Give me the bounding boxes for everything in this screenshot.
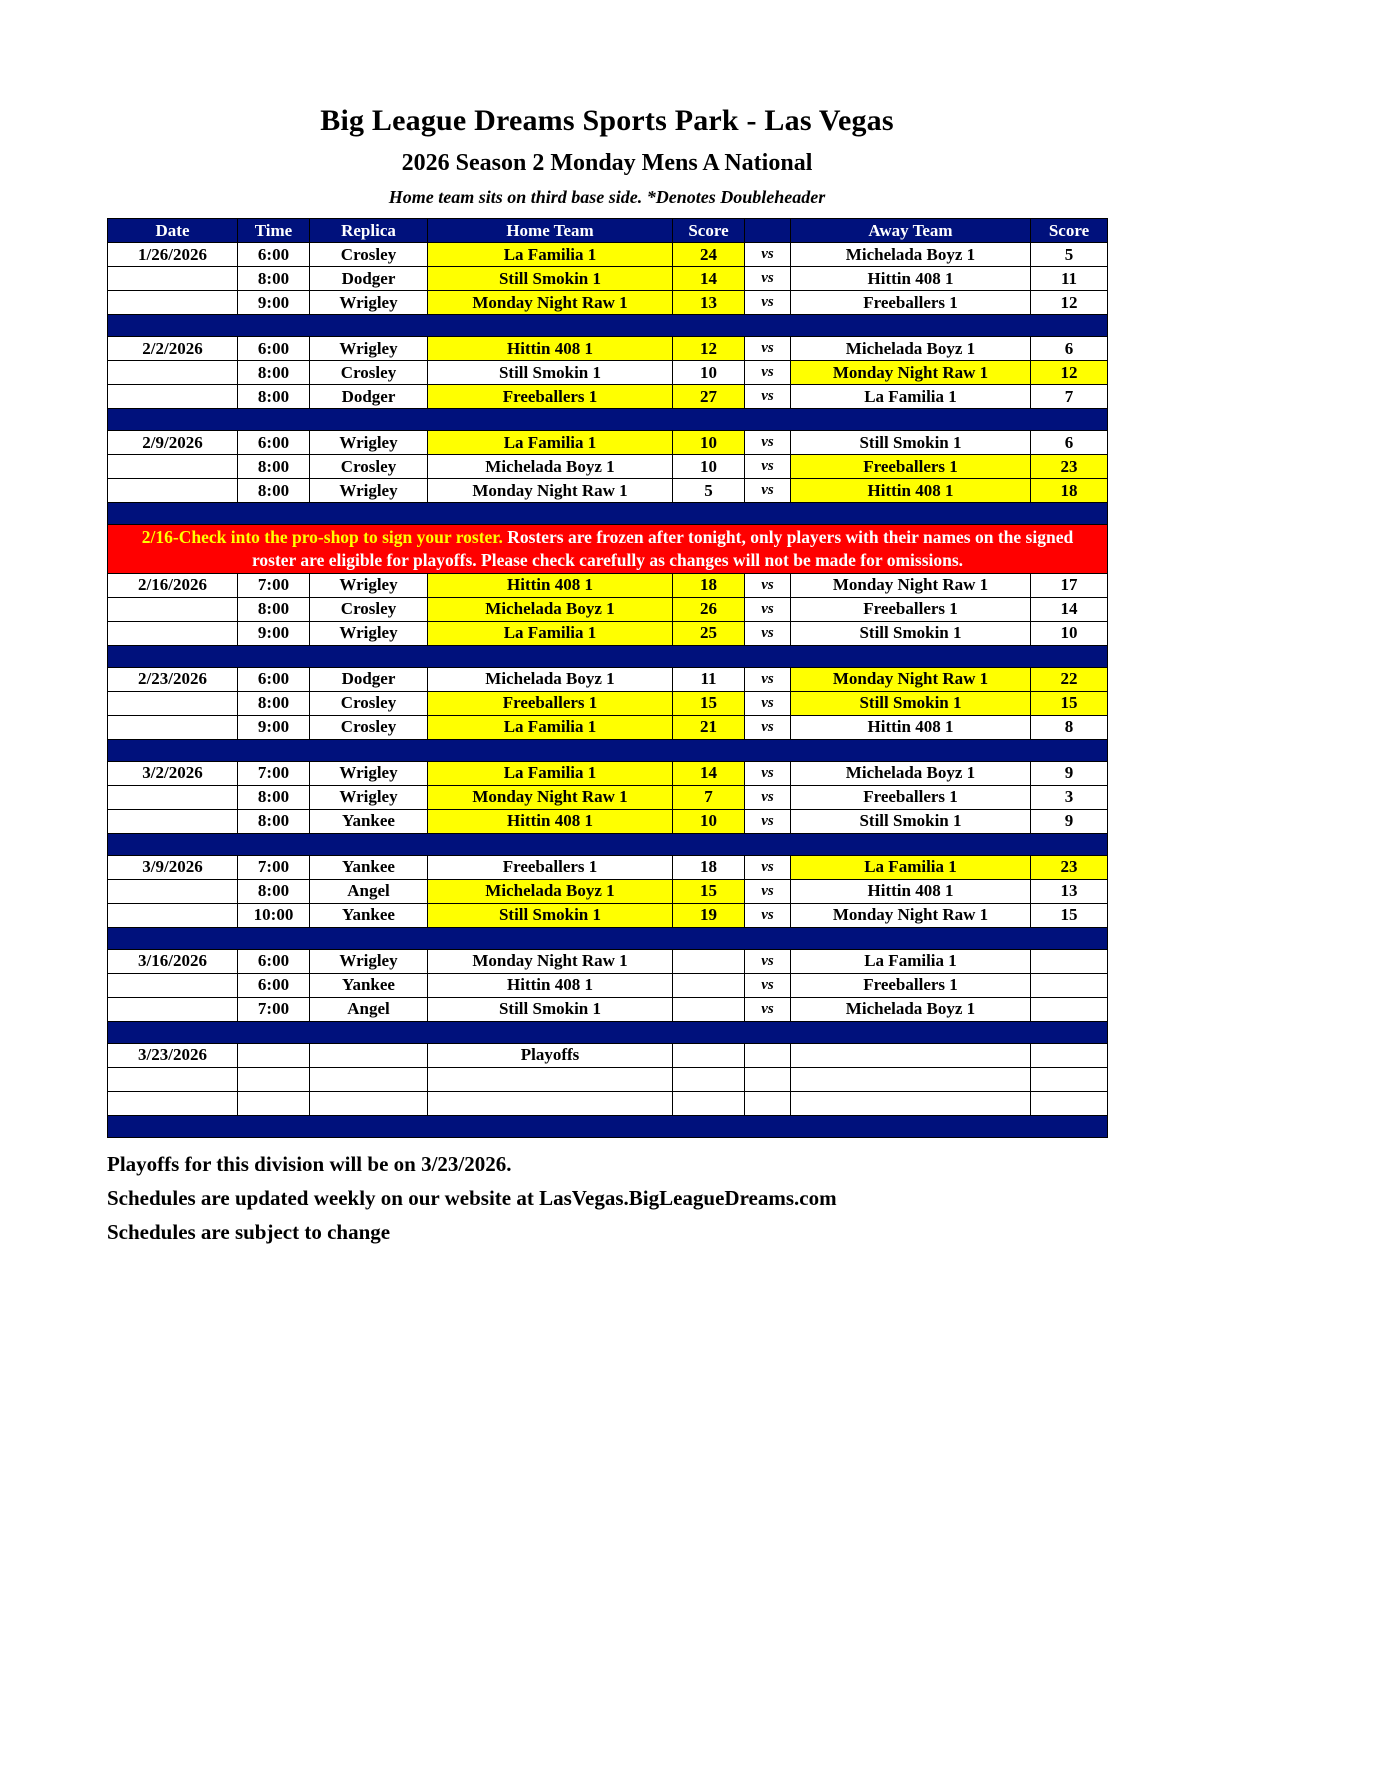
away-score-cell: 10 <box>1031 621 1108 645</box>
time-cell: 9:00 <box>238 291 310 315</box>
home-team-cell: Michelada Boyz 1 <box>428 455 673 479</box>
section-separator-row <box>108 1021 1108 1043</box>
away-score-cell: 3 <box>1031 785 1108 809</box>
vs-cell: vs <box>745 855 791 879</box>
game-row <box>108 667 1108 691</box>
section-separator-row <box>108 645 1108 667</box>
header-date: Date <box>108 219 238 243</box>
replica-cell: Wrigley <box>310 431 428 455</box>
footer-playoffs-note: Playoffs for this division will be on 3/23/2026. <box>107 1151 512 1176</box>
away-team-cell: Monday Night Raw 1 <box>791 573 1031 597</box>
time-cell: 7:00 <box>238 855 310 879</box>
away-team-cell: La Familia 1 <box>791 855 1031 879</box>
game-row <box>108 715 1108 739</box>
vs-cell: vs <box>745 479 791 503</box>
header-time: Time <box>238 219 310 243</box>
time-cell: 8:00 <box>238 267 310 291</box>
header-away-team: Away Team <box>791 219 1031 243</box>
home-team-cell: Hittin 408 1 <box>428 973 673 997</box>
header-replica: Replica <box>310 219 428 243</box>
home-team-cell: Freeballers 1 <box>428 691 673 715</box>
away-score-cell: 15 <box>1031 903 1108 927</box>
away-score-cell: 22 <box>1031 667 1108 691</box>
replica-cell: Yankee <box>310 809 428 833</box>
home-team-cell: Monday Night Raw 1 <box>428 949 673 973</box>
away-score-cell: 6 <box>1031 337 1108 361</box>
footer-notes <box>107 1152 1107 1245</box>
away-team-cell: Freeballers 1 <box>791 455 1031 479</box>
away-score-cell: 12 <box>1031 361 1108 385</box>
vs-cell: vs <box>745 621 791 645</box>
away-team-cell: Freeballers 1 <box>791 973 1031 997</box>
home-score-cell: 7 <box>673 785 745 809</box>
home-team-cell: La Familia 1 <box>428 715 673 739</box>
date-cell <box>108 973 238 997</box>
section-separator-row <box>108 927 1108 949</box>
home-team-cell: La Familia 1 <box>428 621 673 645</box>
away-team-cell: Freeballers 1 <box>791 597 1031 621</box>
vs-cell: vs <box>745 879 791 903</box>
away-score-cell: 18 <box>1031 479 1108 503</box>
away-score-cell: 11 <box>1031 267 1108 291</box>
away-score-cell: 7 <box>1031 385 1108 409</box>
away-team-cell: Michelada Boyz 1 <box>791 997 1031 1021</box>
home-team-cell: La Familia 1 <box>428 431 673 455</box>
date-cell: 3/9/2026 <box>108 855 238 879</box>
away-team-cell: Monday Night Raw 1 <box>791 361 1031 385</box>
away-score-cell: 23 <box>1031 455 1108 479</box>
vs-cell: vs <box>745 337 791 361</box>
away-team-cell: Hittin 408 1 <box>791 267 1031 291</box>
replica-cell: Yankee <box>310 973 428 997</box>
home-score-cell: 10 <box>673 809 745 833</box>
away-team-cell: Hittin 408 1 <box>791 715 1031 739</box>
separator-band <box>108 833 1108 855</box>
away-score-cell: 6 <box>1031 431 1108 455</box>
away-team-cell: Still Smokin 1 <box>791 809 1031 833</box>
home-score-cell <box>673 1043 745 1067</box>
home-team-cell <box>428 1067 673 1091</box>
game-row <box>108 879 1108 903</box>
time-cell: 8:00 <box>238 455 310 479</box>
game-row <box>108 785 1108 809</box>
away-score-cell <box>1031 949 1108 973</box>
home-score-cell: 10 <box>673 361 745 385</box>
game-row <box>108 431 1108 455</box>
home-score-cell: 27 <box>673 385 745 409</box>
vs-cell: vs <box>745 997 791 1021</box>
date-cell: 2/23/2026 <box>108 667 238 691</box>
replica-cell <box>310 1043 428 1067</box>
replica-cell <box>310 1067 428 1091</box>
replica-cell: Dodger <box>310 667 428 691</box>
game-row <box>108 243 1108 267</box>
home-team-cell: Freeballers 1 <box>428 855 673 879</box>
replica-cell: Crosley <box>310 691 428 715</box>
replica-cell: Wrigley <box>310 479 428 503</box>
away-team-cell: Freeballers 1 <box>791 291 1031 315</box>
section-separator-row <box>108 503 1108 525</box>
date-cell <box>108 1091 238 1115</box>
date-cell: 3/23/2026 <box>108 1043 238 1067</box>
away-team-cell: Michelada Boyz 1 <box>791 337 1031 361</box>
time-cell: 8:00 <box>238 597 310 621</box>
time-cell: 8:00 <box>238 785 310 809</box>
replica-cell: Yankee <box>310 903 428 927</box>
game-row <box>108 973 1108 997</box>
away-score-cell <box>1031 1091 1108 1115</box>
time-cell: 7:00 <box>238 573 310 597</box>
away-team-cell: La Familia 1 <box>791 385 1031 409</box>
away-score-cell: 23 <box>1031 855 1108 879</box>
vs-cell: vs <box>745 667 791 691</box>
away-team-cell <box>791 1091 1031 1115</box>
game-row <box>108 597 1108 621</box>
header-home-score: Score <box>673 219 745 243</box>
vs-cell: vs <box>745 691 791 715</box>
date-cell <box>108 785 238 809</box>
vs-cell: vs <box>745 761 791 785</box>
replica-cell: Yankee <box>310 855 428 879</box>
date-cell <box>108 903 238 927</box>
away-team-cell: Still Smokin 1 <box>791 691 1031 715</box>
date-cell <box>108 597 238 621</box>
away-score-cell <box>1031 973 1108 997</box>
vs-cell: vs <box>745 597 791 621</box>
away-score-cell <box>1031 1067 1108 1091</box>
date-cell: 2/16/2026 <box>108 573 238 597</box>
home-score-cell <box>673 997 745 1021</box>
away-team-cell: Hittin 408 1 <box>791 479 1031 503</box>
home-team-cell: Monday Night Raw 1 <box>428 785 673 809</box>
away-team-cell: Freeballers 1 <box>791 785 1031 809</box>
home-score-cell: 13 <box>673 291 745 315</box>
vs-cell: vs <box>745 385 791 409</box>
date-cell <box>108 621 238 645</box>
home-team-note: Home team sits on third base side. *Denotes Doubleheader <box>388 187 826 207</box>
home-score-cell: 25 <box>673 621 745 645</box>
away-team-cell: Monday Night Raw 1 <box>791 667 1031 691</box>
home-score-cell: 15 <box>673 691 745 715</box>
home-team-cell: Monday Night Raw 1 <box>428 291 673 315</box>
away-score-cell: 12 <box>1031 291 1108 315</box>
home-team-cell: Michelada Boyz 1 <box>428 667 673 691</box>
time-cell: 7:00 <box>238 997 310 1021</box>
game-row <box>108 385 1108 409</box>
home-team-cell: Hittin 408 1 <box>428 809 673 833</box>
game-row <box>108 949 1108 973</box>
section-separator-row <box>108 409 1108 431</box>
vs-cell: vs <box>745 455 791 479</box>
replica-cell: Crosley <box>310 361 428 385</box>
time-cell: 8:00 <box>238 385 310 409</box>
game-row <box>108 621 1108 645</box>
time-cell: 8:00 <box>238 479 310 503</box>
time-cell: 6:00 <box>238 243 310 267</box>
section-separator-row <box>108 739 1108 761</box>
date-cell <box>108 1067 238 1091</box>
home-team-cell: Still Smokin 1 <box>428 267 673 291</box>
game-row <box>108 573 1108 597</box>
away-team-cell: Hittin 408 1 <box>791 879 1031 903</box>
home-score-cell: 11 <box>673 667 745 691</box>
game-row <box>108 855 1108 879</box>
vs-cell: vs <box>745 715 791 739</box>
away-team-cell: Michelada Boyz 1 <box>791 761 1031 785</box>
time-cell <box>238 1091 310 1115</box>
time-cell: 8:00 <box>238 361 310 385</box>
separator-band <box>108 645 1108 667</box>
page-subtitle: 2026 Season 2 Monday Mens A National <box>401 150 813 176</box>
playoffs-row <box>108 1043 1108 1067</box>
away-team-cell: La Familia 1 <box>791 949 1031 973</box>
time-cell: 8:00 <box>238 809 310 833</box>
date-cell: 3/16/2026 <box>108 949 238 973</box>
vs-cell <box>745 1091 791 1115</box>
header-row <box>108 219 1108 243</box>
vs-cell: vs <box>745 809 791 833</box>
game-row <box>108 997 1108 1021</box>
game-row <box>108 903 1108 927</box>
replica-cell: Crosley <box>310 455 428 479</box>
date-cell <box>108 385 238 409</box>
time-cell: 6:00 <box>238 949 310 973</box>
home-score-cell: 5 <box>673 479 745 503</box>
empty-row <box>108 1091 1108 1115</box>
separator-band <box>108 315 1108 337</box>
vs-cell: vs <box>745 973 791 997</box>
date-cell: 2/2/2026 <box>108 337 238 361</box>
game-row <box>108 267 1108 291</box>
replica-cell: Wrigley <box>310 949 428 973</box>
replica-cell: Wrigley <box>310 337 428 361</box>
replica-cell: Wrigley <box>310 621 428 645</box>
date-cell <box>108 479 238 503</box>
time-cell <box>238 1067 310 1091</box>
replica-cell: Angel <box>310 997 428 1021</box>
roster-notice <box>108 525 1108 574</box>
home-team-cell: La Familia 1 <box>428 243 673 267</box>
home-score-cell: 19 <box>673 903 745 927</box>
header-vs <box>745 219 791 243</box>
page-title: Big League Dreams Sports Park - Las Vegas <box>320 104 894 137</box>
empty-row <box>108 1067 1108 1091</box>
schedule-sheet <box>107 0 1107 1245</box>
footer-subject-to-change-note: Schedules are subject to change <box>107 1219 391 1244</box>
home-score-cell: 18 <box>673 855 745 879</box>
date-cell: 1/26/2026 <box>108 243 238 267</box>
home-score-cell: 10 <box>673 455 745 479</box>
home-team-cell: Monday Night Raw 1 <box>428 479 673 503</box>
home-team-cell: Still Smokin 1 <box>428 903 673 927</box>
home-score-cell: 14 <box>673 267 745 291</box>
vs-cell: vs <box>745 903 791 927</box>
away-score-cell: 5 <box>1031 243 1108 267</box>
time-cell <box>238 1043 310 1067</box>
away-score-cell: 9 <box>1031 761 1108 785</box>
date-cell: 2/9/2026 <box>108 431 238 455</box>
home-team-cell: Hittin 408 1 <box>428 573 673 597</box>
home-team-cell: La Familia 1 <box>428 761 673 785</box>
home-team-cell: Still Smokin 1 <box>428 361 673 385</box>
home-score-cell <box>673 1091 745 1115</box>
away-score-cell: 14 <box>1031 597 1108 621</box>
away-score-cell: 8 <box>1031 715 1108 739</box>
header-home-team: Home Team <box>428 219 673 243</box>
home-score-cell <box>673 1067 745 1091</box>
away-score-cell <box>1031 1043 1108 1067</box>
schedule-table <box>107 218 1108 1138</box>
game-row <box>108 761 1108 785</box>
replica-cell: Crosley <box>310 715 428 739</box>
game-row <box>108 455 1108 479</box>
roster-notice-row <box>108 525 1108 574</box>
replica-cell: Wrigley <box>310 573 428 597</box>
home-score-cell: 21 <box>673 715 745 739</box>
home-team-cell: Still Smokin 1 <box>428 997 673 1021</box>
time-cell: 8:00 <box>238 691 310 715</box>
home-team-cell: Freeballers 1 <box>428 385 673 409</box>
date-cell <box>108 879 238 903</box>
time-cell: 6:00 <box>238 973 310 997</box>
home-team-cell: Michelada Boyz 1 <box>428 879 673 903</box>
time-cell: 9:00 <box>238 621 310 645</box>
separator-band <box>108 409 1108 431</box>
date-cell <box>108 715 238 739</box>
replica-cell: Wrigley <box>310 291 428 315</box>
date-cell <box>108 997 238 1021</box>
time-cell: 10:00 <box>238 903 310 927</box>
replica-cell: Wrigley <box>310 761 428 785</box>
away-team-cell: Still Smokin 1 <box>791 621 1031 645</box>
date-cell <box>108 361 238 385</box>
vs-cell: vs <box>745 573 791 597</box>
game-row <box>108 361 1108 385</box>
home-score-cell: 15 <box>673 879 745 903</box>
replica-cell: Angel <box>310 879 428 903</box>
home-score-cell: 18 <box>673 573 745 597</box>
section-separator-row <box>108 1115 1108 1137</box>
date-cell <box>108 455 238 479</box>
header-away-score: Score <box>1031 219 1108 243</box>
schedule-body <box>108 243 1108 1138</box>
home-team-cell: Michelada Boyz 1 <box>428 597 673 621</box>
roster-notice-highlight: 2/16-Check into the pro-shop to sign your roster. <box>141 527 503 547</box>
separator-band <box>108 503 1108 525</box>
away-score-cell: 9 <box>1031 809 1108 833</box>
time-cell: 9:00 <box>238 715 310 739</box>
vs-cell: vs <box>745 361 791 385</box>
time-cell: 6:00 <box>238 337 310 361</box>
replica-cell: Dodger <box>310 267 428 291</box>
vs-cell <box>745 1043 791 1067</box>
replica-cell: Wrigley <box>310 785 428 809</box>
home-team-cell: Playoffs <box>428 1043 673 1067</box>
vs-cell: vs <box>745 949 791 973</box>
footer-website-note: Schedules are updated weekly on our website at LasVegas.BigLeagueDreams.com <box>107 1185 837 1210</box>
away-team-cell: Still Smokin 1 <box>791 431 1031 455</box>
vs-cell: vs <box>745 785 791 809</box>
time-cell: 6:00 <box>238 431 310 455</box>
away-score-cell: 15 <box>1031 691 1108 715</box>
time-cell: 7:00 <box>238 761 310 785</box>
game-row <box>108 337 1108 361</box>
away-team-cell <box>791 1067 1031 1091</box>
game-row <box>108 479 1108 503</box>
away-score-cell: 13 <box>1031 879 1108 903</box>
home-score-cell <box>673 949 745 973</box>
vs-cell: vs <box>745 267 791 291</box>
separator-band <box>108 1021 1108 1043</box>
away-team-cell <box>791 1043 1031 1067</box>
replica-cell: Crosley <box>310 597 428 621</box>
away-team-cell: Michelada Boyz 1 <box>791 243 1031 267</box>
replica-cell: Crosley <box>310 243 428 267</box>
replica-cell: Dodger <box>310 385 428 409</box>
date-cell <box>108 809 238 833</box>
home-score-cell: 24 <box>673 243 745 267</box>
vs-cell: vs <box>745 243 791 267</box>
date-cell <box>108 691 238 715</box>
home-score-cell: 14 <box>673 761 745 785</box>
date-cell: 3/2/2026 <box>108 761 238 785</box>
home-team-cell: Hittin 408 1 <box>428 337 673 361</box>
vs-cell: vs <box>745 291 791 315</box>
time-cell: 8:00 <box>238 879 310 903</box>
game-row <box>108 809 1108 833</box>
away-score-cell: 17 <box>1031 573 1108 597</box>
away-team-cell: Monday Night Raw 1 <box>791 903 1031 927</box>
game-row <box>108 691 1108 715</box>
home-score-cell <box>673 973 745 997</box>
home-score-cell: 10 <box>673 431 745 455</box>
separator-band <box>108 739 1108 761</box>
time-cell: 6:00 <box>238 667 310 691</box>
away-score-cell <box>1031 997 1108 1021</box>
game-row <box>108 291 1108 315</box>
roster-notice-text: Rosters are frozen after tonight, only players with their names on the signed roster are eligible for playoffs. Please check carefully as changes will not be made for omissions. <box>251 527 1074 570</box>
separator-band <box>108 1115 1108 1137</box>
section-separator-row <box>108 315 1108 337</box>
home-team-cell <box>428 1091 673 1115</box>
date-cell <box>108 267 238 291</box>
vs-cell <box>745 1067 791 1091</box>
home-score-cell: 12 <box>673 337 745 361</box>
date-cell <box>108 291 238 315</box>
section-separator-row <box>108 833 1108 855</box>
replica-cell <box>310 1091 428 1115</box>
home-score-cell: 26 <box>673 597 745 621</box>
separator-band <box>108 927 1108 949</box>
vs-cell: vs <box>745 431 791 455</box>
